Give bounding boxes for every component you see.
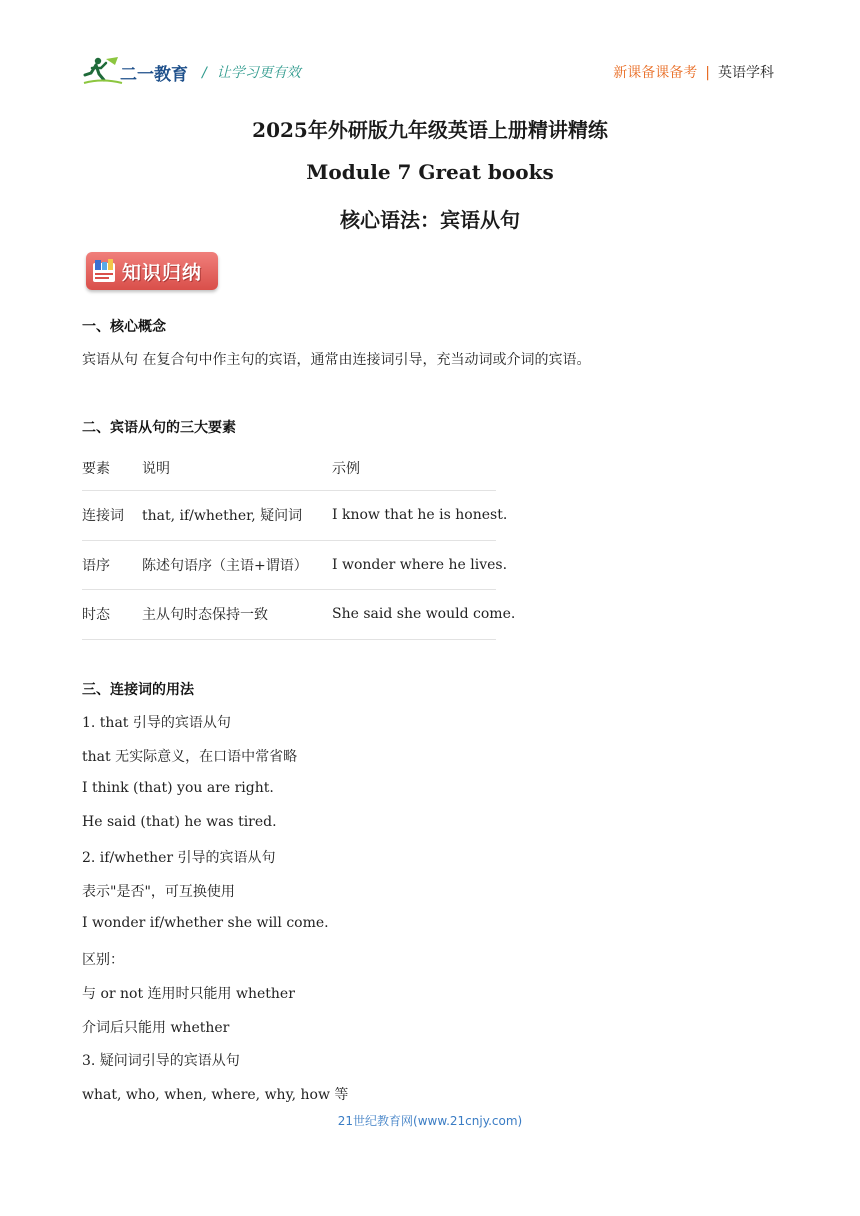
usage-line: 介词后只能用 whether [82, 1020, 230, 1036]
section-2-heading: 二、宾语从句的三大要素 [82, 420, 236, 436]
usage-line: 与 or not 连用时只能用 whether [82, 986, 295, 1002]
table-header-cell: 示例 [332, 461, 360, 477]
header-separator: | [705, 65, 710, 81]
table-header-cell: 要素 [82, 461, 110, 477]
section-1-heading: 一、核心概念 [82, 319, 166, 335]
page-header [82, 54, 774, 90]
header-subject [613, 62, 774, 82]
slogan-slash: / [202, 65, 207, 81]
badge-label: 知识归纳 [122, 262, 203, 284]
usage-line: I think (that) you are right. [82, 780, 274, 796]
knowledge-summary-badge [86, 252, 218, 290]
brand-logo [82, 56, 190, 88]
table-cell: that, if/whether, 疑问词 [142, 508, 303, 525]
brand-logo-text: 二一教育 [120, 65, 188, 85]
page-footer[interactable]: 21世纪教育网(www.21cnjy.com) [337, 1114, 523, 1128]
table-cell: She said she would come. [332, 606, 516, 623]
header-course-tag: 新课备课备考 [613, 65, 698, 81]
slogan-text: 让学习更有效 [216, 65, 301, 81]
table-cell: 主从句时态保持一致 [142, 607, 268, 624]
usage-line: that 无实际意义，在口语中常省略 [82, 749, 298, 765]
table-cell: I know that he is honest. [332, 507, 508, 524]
document-title: 2025年外研版九年级英语上册精讲精练 [252, 118, 608, 142]
table-row [82, 491, 508, 541]
usage-line: 表示"是否"，可互换使用 [82, 884, 235, 900]
table-cell: 语序 [82, 557, 110, 574]
elements-table [82, 446, 516, 640]
table-cell: I wonder where he lives. [332, 556, 508, 573]
table-cell: 连接词 [82, 508, 124, 525]
table-header-cell: 说明 [142, 461, 170, 477]
usage-line: 3. 疑问词引导的宾语从句 [82, 1053, 240, 1069]
table-cell: 时态 [82, 607, 110, 624]
table-cell: 陈述句语序（主语+谓语） [142, 557, 308, 574]
section-1-text: 宾语从句 在复合句中作主句的宾语，通常由连接词引导，充当动词或介词的宾语。 [82, 352, 591, 368]
usage-line: 区别： [82, 952, 124, 968]
header-subject-tag: 英语学科 [718, 65, 774, 81]
usage-line: He said (that) he was tired. [82, 814, 277, 830]
book-icon [91, 257, 117, 285]
section-3-heading: 三、连接词的用法 [82, 682, 194, 698]
module-title: Module 7 Great books [306, 160, 554, 184]
usage-line: what, who, when, where, why, how 等 [82, 1087, 349, 1103]
usage-line: I wonder if/whether she will come. [82, 915, 329, 931]
table-header-row [82, 446, 496, 491]
usage-line: 2. if/whether 引导的宾语从句 [82, 850, 276, 866]
table-row [82, 541, 508, 591]
grammar-title: 核心语法：宾语从句 [340, 208, 520, 232]
slogan [202, 62, 301, 82]
usage-line: 1. that 引导的宾语从句 [82, 715, 231, 731]
table-row [82, 590, 516, 640]
